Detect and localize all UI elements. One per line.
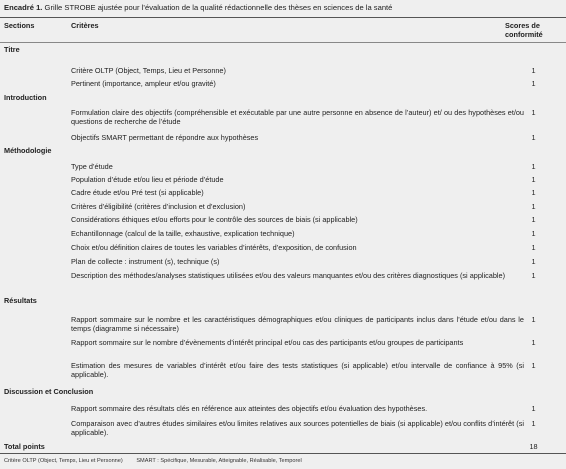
criterion-text: Comparaison avec d’autres études similaires et/ou limites relatives aux sources potentielles de biais (si applicable) et/ou conflits d’intérêt (si applicable).	[71, 419, 524, 437]
criterion-text: Estimation des mesures de variables d’intérêt et/ou faire des tests statistiques (si applicable) et/ou intervalle de confiance à 95% (si applicable).	[71, 361, 524, 379]
section-title-methodologie: Méthodologie	[4, 146, 52, 155]
footnote-smart: SMART : Spécifique, Mesurable, Atteignable, Réalisable, Temporel	[136, 458, 302, 464]
criterion-score: 1	[531, 66, 536, 75]
criterion-text: Population d’étude et/ou lieu et période d’étude	[71, 175, 224, 184]
header-rule	[0, 42, 566, 43]
header-scores-1: Scores de	[505, 21, 540, 30]
criterion-text: Considérations éthiques et/ou efforts pour le contrôle des sources de biais (si applicable)	[71, 215, 358, 224]
criterion-text: Plan de collecte : instrument (s), technique (s)	[71, 257, 220, 266]
criterion-score: 1	[531, 243, 536, 252]
criterion-text: Echantillonnage (calcul de la taille, exhaustive, explication technique)	[71, 229, 295, 238]
criterion-text: Type d’étude	[71, 162, 113, 171]
caption-label: Encadré 1.	[4, 3, 43, 12]
bottom-rule	[0, 453, 566, 454]
criterion-score: 1	[531, 315, 536, 324]
criterion-text: Description des méthodes/analyses statistiques utilisées et/ou des valeurs manquantes et/ou des critères diagnostiques (si applicable)	[71, 271, 505, 280]
criterion-score: 1	[531, 271, 536, 280]
criterion-score: 1	[531, 419, 536, 428]
criterion-score: 1	[531, 338, 536, 347]
criterion-score: 1	[531, 188, 536, 197]
table-caption	[4, 4, 562, 13]
section-title-discussion: Discussion et Conclusion	[4, 387, 94, 396]
total-score: 18	[529, 442, 538, 451]
criterion-text: Choix et/ou définition claires de toutes les variables d’intérêts, d’exposition, de confusion	[71, 243, 357, 252]
criterion-text: Pertinent (importance, ampleur et/ou gravité)	[71, 79, 216, 88]
criterion-score: 1	[531, 404, 536, 413]
footnotes	[4, 457, 314, 466]
criterion-score: 1	[531, 162, 536, 171]
caption-text: Grille STROBE ajustée pour l’évaluation de la qualité rédactionnelle des thèses en sciences de la santé	[44, 3, 393, 12]
section-title-resultats: Résultats	[4, 296, 37, 305]
criterion-score: 1	[531, 133, 536, 142]
section-title-introduction: Introduction	[4, 93, 47, 102]
header-scores-2: conformité	[505, 30, 543, 39]
criterion-text: Critères d’éligibilité (critères d’inclusion et d’exclusion)	[71, 202, 246, 211]
header-sections: Sections	[4, 21, 35, 30]
top-rule	[0, 17, 566, 18]
criterion-text: Objectifs SMART permettant de répondre aux hypothèses	[71, 133, 259, 142]
criterion-score: 1	[531, 202, 536, 211]
footnote-oltp: Critère OLTP (Object, Temps, Lieu et Personne)	[4, 458, 123, 464]
criterion-score: 1	[531, 108, 536, 117]
criterion-text: Formulation claire des objectifs (compréhensible et exécutable par une autre personne en absence de l’auteur) et/ ou des hypothèses et/ou questions de recherche de l’étude	[71, 108, 524, 126]
criterion-text: Cadre étude et/ou Pré test (si applicable)	[71, 188, 204, 197]
section-title-titre: Titre	[4, 45, 20, 54]
criterion-text: Critère OLTP (Object, Temps, Lieu et Personne)	[71, 66, 226, 75]
header-criteres: Critères	[71, 21, 99, 30]
criterion-text: Rapport sommaire sur le nombre et les caractéristiques démographiques et/ou cliniques de participants inclus dans l’étude et/ou dans le temps (diagramme si nécessaire)	[71, 315, 524, 333]
criterion-text: Rapport sommaire des résultats clés en référence aux atteintes des objectifs et/ou évaluation des hypothèses.	[71, 404, 428, 413]
criterion-score: 1	[531, 257, 536, 266]
criterion-score: 1	[531, 215, 536, 224]
criterion-score: 1	[531, 229, 536, 238]
criterion-score: 1	[531, 361, 536, 370]
total-label: Total points	[4, 442, 45, 451]
criterion-text: Rapport sommaire sur le nombre d’évènements d’intérêt principal et/ou cas des participants et/ou groupes de participants	[71, 338, 464, 347]
criterion-score: 1	[531, 175, 536, 184]
criterion-score: 1	[531, 79, 536, 88]
